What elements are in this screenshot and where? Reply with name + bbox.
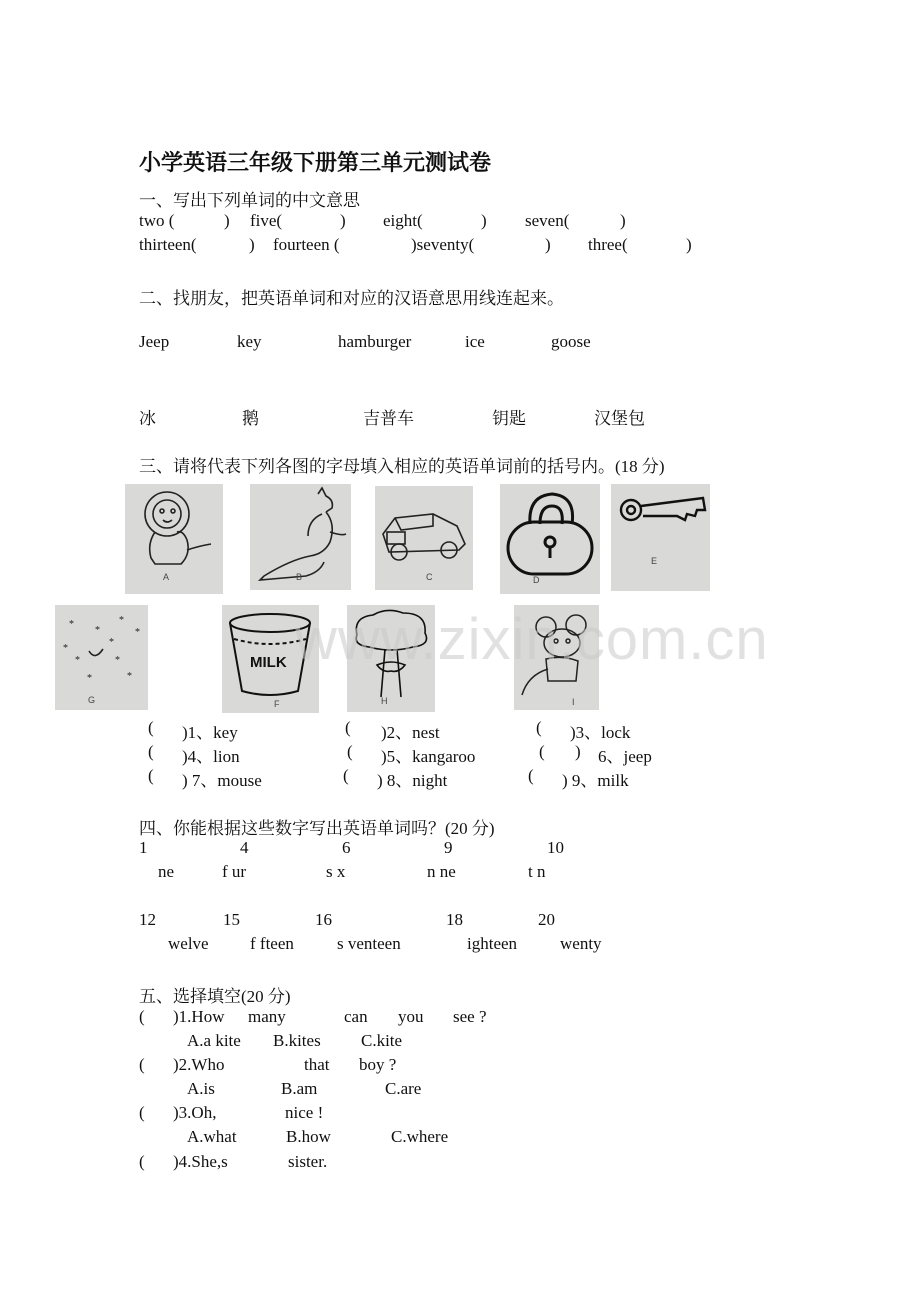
lock-icon: [500, 484, 600, 594]
section-1-heading: 一、写出下列单词的中文意思: [139, 191, 360, 210]
picture-letter: I: [572, 697, 575, 707]
s4-number: 12: [139, 910, 156, 929]
s1-row2-text: ): [249, 235, 255, 254]
s4-word-blank: welve: [168, 934, 209, 953]
s4-word-blank: s x: [326, 862, 346, 881]
picture-a: [125, 484, 223, 594]
section-3-heading: 三、请将代表下列各图的字母填入相应的英语单词前的括号内。(18 分): [139, 457, 665, 476]
s1-row1-text: ): [620, 211, 626, 230]
q3-option-c: C.where: [391, 1127, 449, 1146]
s2-english-word: hamburger: [338, 332, 412, 351]
s4-word-blank: ne: [158, 862, 175, 881]
s1-row2-text: )seventy(: [411, 235, 475, 254]
s4-word-blank: wenty: [560, 934, 602, 953]
s1-row2-text: fourteen (: [273, 235, 340, 254]
q2-word: that: [304, 1055, 330, 1074]
svg-text:*: *: [63, 643, 68, 654]
q1-word: see ?: [453, 1007, 487, 1026]
picture-letter: H: [381, 696, 388, 706]
lion-icon: [125, 484, 223, 594]
s1-row2-text: ): [545, 235, 551, 254]
svg-text:*: *: [119, 615, 124, 626]
page-title: 小学英语三年级下册第三单元测试卷: [139, 151, 492, 176]
s2-english-word: Jeep: [139, 332, 170, 351]
s1-row1-text: ): [224, 211, 230, 230]
section-5-heading: 五、选择填空(20 分): [139, 987, 291, 1006]
s3-item-paren: (: [539, 742, 545, 761]
s3-item-text: )3、lock: [570, 723, 631, 742]
watermark-text: www.zixin.com.cn: [295, 607, 769, 672]
night-sky-icon: [55, 605, 148, 710]
section-2-heading: 二、找朋友，把英语单词和对应的汉语意思用线连起来。: [139, 289, 564, 308]
s4-number: 6: [342, 838, 351, 857]
s1-row1-text: seven(: [525, 211, 570, 230]
s1-row2-text: three(: [588, 235, 628, 254]
q1-stem: )1.How: [173, 1007, 225, 1026]
q2-word: boy ?: [359, 1055, 397, 1074]
s3-item-text: ) 9、milk: [562, 771, 629, 790]
picture-e: [611, 484, 710, 591]
s1-row2-text: ): [686, 235, 692, 254]
s4-word-blank: t n: [528, 862, 546, 881]
picture-letter: G: [88, 695, 96, 705]
s4-number: 9: [444, 838, 453, 857]
s3-item-paren: (: [347, 742, 353, 761]
picture-letter: D: [533, 575, 540, 585]
s4-word-blank: f fteen: [250, 934, 294, 953]
q2-option-c: C.are: [385, 1079, 422, 1098]
s4-number: 15: [223, 910, 240, 929]
picture-d: [500, 484, 600, 594]
s3-item-paren: (: [528, 766, 534, 785]
q3-word: nice !: [285, 1103, 324, 1122]
picture-letter: F: [274, 699, 280, 709]
s3-item-text: 6、jeep: [598, 747, 652, 766]
s3-item-paren: (: [345, 718, 351, 737]
s2-chinese-word: 汉堡包: [594, 409, 645, 428]
q3-option-b: B.how: [286, 1127, 331, 1146]
q3-option-a: A.what: [187, 1127, 237, 1146]
s3-item-text: ) 7、mouse: [182, 771, 262, 790]
s3-item-paren: (: [148, 766, 154, 785]
s4-word-blank: n ne: [427, 862, 456, 881]
q1-paren: (: [139, 1007, 145, 1026]
q3-stem: )3.Oh,: [173, 1103, 217, 1122]
q1-word: can: [344, 1007, 368, 1026]
s3-item-paren: (: [148, 718, 154, 737]
s4-word-blank: s venteen: [337, 934, 401, 953]
jeep-icon: [375, 486, 473, 590]
s2-english-word: key: [237, 332, 262, 351]
picture-c: [375, 486, 473, 590]
q4-paren: (: [139, 1152, 145, 1171]
svg-text:*: *: [109, 637, 114, 648]
q3-paren: (: [139, 1103, 145, 1122]
s3-item-paren: (: [148, 742, 154, 761]
s3-item-paren: (: [343, 766, 349, 785]
s1-row1-text: ): [340, 211, 346, 230]
s4-number: 1: [139, 838, 148, 857]
section-4-heading: 四、你能根据这些数字写出英语单词吗？(20 分): [139, 819, 495, 838]
s3-item-text: )4、lion: [182, 747, 240, 766]
s4-word-blank: ighteen: [467, 934, 518, 953]
q1-option-c: C.kite: [361, 1031, 403, 1050]
picture-g: [55, 605, 148, 710]
q2-option-a: A.is: [187, 1079, 215, 1098]
s1-row1-text: ): [481, 211, 487, 230]
s2-chinese-word: 冰: [139, 409, 156, 428]
q1-option-a: A.a kite: [187, 1031, 241, 1050]
svg-text:*: *: [115, 655, 120, 666]
q2-option-b: B.am: [281, 1079, 318, 1098]
s1-row1-text: five(: [250, 211, 283, 230]
svg-text:*: *: [75, 655, 80, 666]
key-icon: [611, 484, 710, 591]
q4-word: sister.: [288, 1152, 328, 1171]
q1-word: you: [398, 1007, 424, 1026]
q4-stem: )4.She,s: [173, 1152, 228, 1171]
picture-letter: C: [426, 572, 433, 582]
q2-paren: (: [139, 1055, 145, 1074]
s4-number: 18: [446, 910, 463, 929]
s2-chinese-word: 鹅: [242, 409, 259, 428]
s2-chinese-word: 钥匙: [492, 409, 526, 428]
s4-number: 20: [538, 910, 555, 929]
svg-text:*: *: [87, 673, 92, 684]
milk-label: MILK: [250, 654, 287, 671]
picture-letter: E: [651, 556, 658, 566]
s3-item-text: )5、kangaroo: [381, 747, 476, 766]
picture-letter: A: [163, 572, 170, 582]
s2-english-word: ice: [465, 332, 485, 351]
s1-row1-text: eight(: [383, 211, 423, 230]
s3-item-text: )1、key: [182, 723, 238, 742]
s2-chinese-word: 吉普车: [363, 409, 414, 428]
s3-item-text: ) 8、night: [377, 771, 448, 790]
svg-text:*: *: [135, 627, 140, 638]
picture-letter: B: [296, 572, 303, 582]
picture-b: [250, 484, 351, 590]
s1-row2-text: thirteen(: [139, 235, 197, 254]
s3-item-text: )2、nest: [381, 723, 440, 742]
svg-text:*: *: [95, 625, 100, 636]
s3-item-paren: (: [536, 718, 542, 737]
s4-word-blank: f ur: [222, 862, 247, 881]
s1-row1-text: two (: [139, 211, 175, 230]
s2-english-word: goose: [551, 332, 591, 351]
svg-text:*: *: [127, 671, 132, 682]
q1-word: many: [248, 1007, 286, 1026]
q2-stem: )2.Who: [173, 1055, 225, 1074]
q1-option-b: B.kites: [273, 1031, 321, 1050]
s4-number: 10: [547, 838, 564, 857]
s4-number: 4: [240, 838, 249, 857]
svg-text:*: *: [69, 619, 74, 630]
s3-item-text: ): [575, 742, 581, 761]
s4-number: 16: [315, 910, 332, 929]
